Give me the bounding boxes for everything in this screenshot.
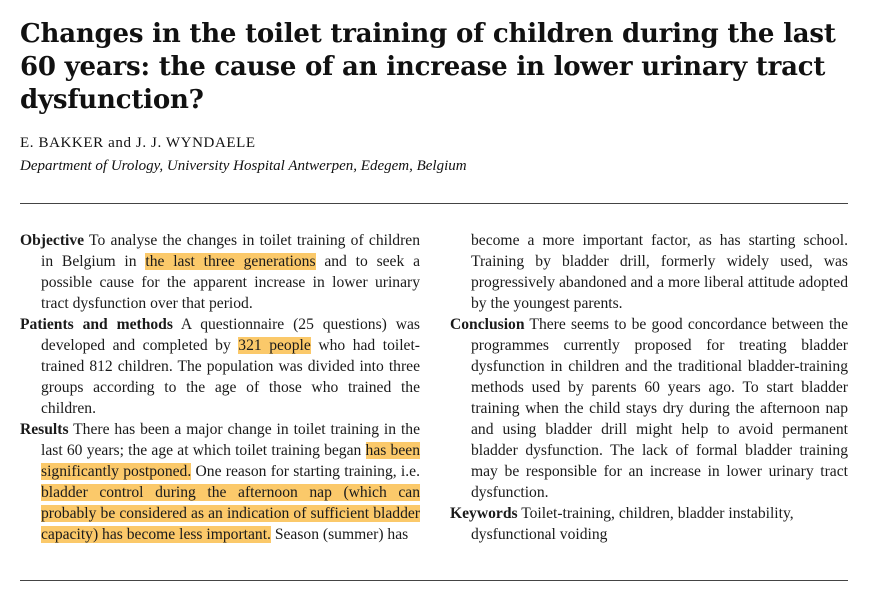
results-continued-paragraph	[450, 230, 848, 314]
results-text-3: Season (summer) has	[270, 526, 409, 543]
conclusion-paragraph	[450, 314, 848, 503]
article-affiliation: Department of Urology, University Hospital Antwerpen, Edegem, Belgium	[20, 158, 467, 174]
patients-text-2: who had toilet-trained 812 children. The population was divided into three groups according to the age of those who trained the children.	[41, 337, 420, 417]
conclusion-label: Conclusion	[450, 316, 525, 333]
highlight-321-people: 321 people	[238, 337, 311, 354]
highlight-three-generations: the last three generations	[145, 253, 316, 270]
bottom-divider	[20, 580, 848, 581]
keywords-paragraph	[450, 503, 848, 545]
top-divider	[20, 203, 848, 204]
abstract-left-column	[20, 230, 420, 545]
objective-text-1: To analyse the changes in toilet training of children in Belgium in	[41, 232, 420, 270]
conclusion-text: There seems to be good concordance between the programmes currently proposed for treating bladder dysfunction in children and the traditional bladder-training methods used by parents 60 years ago. To start bladder training when the child stays dry during the afternoon nap and using bladder drill might help to avoid permanent bladder dysfunction. The lack of formal bladder training may be responsible for an increase in lower urinary tract dysfunction.	[471, 316, 848, 501]
highlight-postponed: has been significantly postponed.	[41, 442, 420, 480]
objective-paragraph	[20, 230, 420, 314]
results-text-1: There has been a major change in toilet training in the last 60 years; the age at which toilet training began	[41, 421, 420, 459]
results-continued-text: become a more important factor, as has starting school. Training by bladder drill, formerly widely used, was progressively abandoned and a more liberal attitude adopted by the youngest parents.	[471, 232, 848, 312]
results-paragraph	[20, 419, 420, 545]
keywords-text: Toilet-training, children, bladder instability, dysfunctional voiding	[471, 505, 794, 543]
patients-methods-paragraph	[20, 314, 420, 419]
results-label: Results	[20, 421, 69, 438]
abstract-right-column	[450, 230, 848, 545]
article-authors: E. BAKKER and J. J. WYNDAELE	[20, 135, 256, 151]
objective-label: Objective	[20, 232, 85, 249]
results-text-2: One reason for starting training, i.e.	[191, 463, 420, 480]
patients-methods-label: Patients and methods	[20, 316, 173, 333]
patients-text-1: A questionnaire (25 questions) was developed and completed by	[41, 316, 420, 354]
article-title: Changes in the toilet training of children during the last 60 years: the cause of an increase in lower urinary tract dysfunction?	[20, 19, 836, 115]
keywords-label: Keywords	[450, 505, 518, 522]
objective-text-2: and to seek a possible cause for the apparent increase in lower urinary tract dysfunction over that period.	[41, 253, 420, 312]
highlight-bladder-control: bladder control during the afternoon nap (which can probably be considered as an indication of sufficient bladder capacity) has become less important.	[41, 484, 420, 543]
